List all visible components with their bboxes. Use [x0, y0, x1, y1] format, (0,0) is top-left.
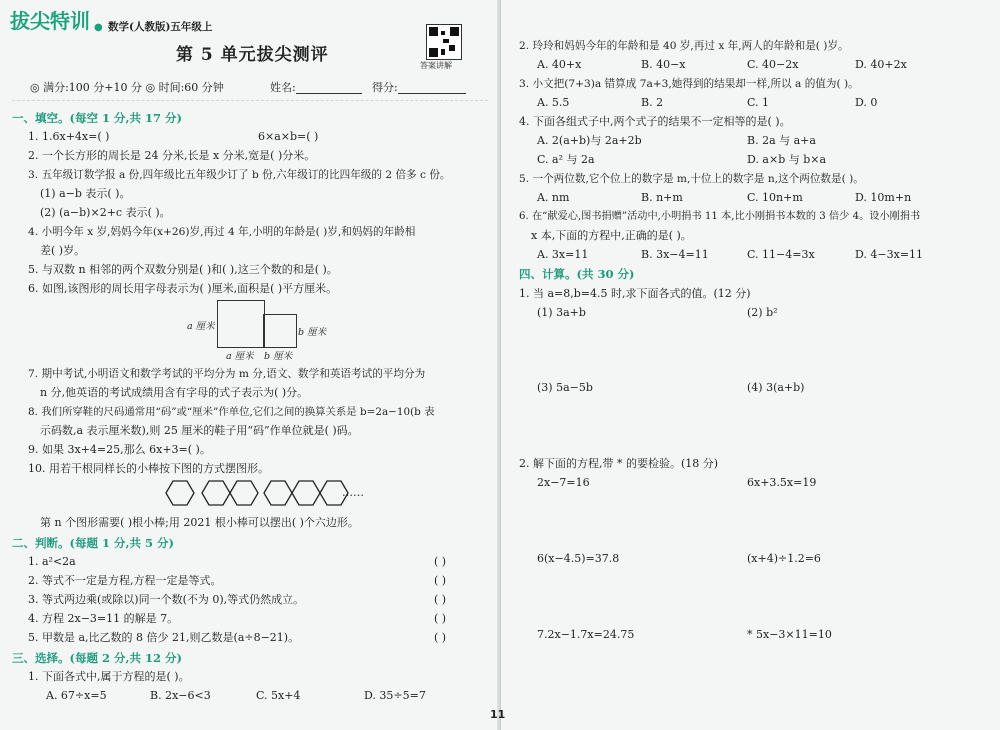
- calc-1-part-2: (2) b²: [747, 306, 778, 319]
- calc-1-part-1: (1) 3a+b: [537, 306, 586, 319]
- judge-2: 2. 等式不一定是方程,方程一定是等式。: [28, 574, 222, 587]
- section-calculation: 四、计算。(共 30 分): [519, 267, 635, 281]
- equation-1: 2x−7=16: [537, 476, 590, 489]
- choice-3-option-c: C. 1: [747, 96, 770, 109]
- equation-3: 6(x−4.5)=37.8: [537, 552, 620, 565]
- choice-3: 3. 小文把(7+3)a 错算成 7a+3,她得到的结果却一样,所以 a 的值为( )。: [519, 78, 859, 90]
- choice-2-option-c: C. 40−2x: [747, 58, 799, 71]
- choice-2: 2. 玲玲和妈妈今年的年龄和是 40 岁,再过 x 年,两人的年龄和是( )岁。: [519, 40, 849, 52]
- judge-answer-2[interactable]: ( ): [434, 574, 447, 587]
- choice-3-option-d: D. 0: [855, 96, 878, 109]
- page-title: 第 5 单元拔尖测评: [176, 45, 329, 65]
- choice-3-option-b: B. 2: [641, 96, 664, 109]
- brand-logo: 拔尖特训: [10, 9, 90, 33]
- choice-1-option-a: A. 67÷x=5: [46, 689, 107, 702]
- name-field[interactable]: [296, 79, 362, 94]
- subject-label: 数学(人教版)五年级上: [108, 21, 213, 33]
- choice-4-option-c: C. a² 与 2a: [537, 153, 595, 166]
- equation-2: 6x+3.5x=19: [747, 476, 817, 489]
- judge-answer-1[interactable]: ( ): [434, 555, 447, 568]
- choice-6-option-a: A. 3x=11: [537, 248, 589, 261]
- choice-6: 6. 在“献爱心,图书捐赠”活动中,小明捐书 11 本,比小刚捐书本数的 3 倍少 4。设小刚捐书: [519, 211, 921, 222]
- question-8: 8. 我们所穿鞋的尺码通常用“码”或“厘米”作单位,它们之间的换算关系是 b=2a−10(b 表: [28, 406, 435, 418]
- question-4b: 差( )岁。: [40, 244, 86, 257]
- choice-2-option-b: B. 40−x: [641, 58, 686, 71]
- question-4: 4. 小明今年 x 岁,妈妈今年(x+26)岁,再过 4 年,小明的年龄是( )岁,和妈妈的年龄相: [28, 226, 416, 238]
- question-2: 2. 一个长方形的周长是 24 分米,长是 x 分米,宽是( )分米。: [28, 149, 316, 162]
- calc-2: 2. 解下面的方程,带 * 的要检验。(18 分): [519, 457, 719, 470]
- score-label: 得分:: [372, 81, 398, 94]
- choice-5: 5. 一个两位数,它个位上的数字是 m,十位上的数字是 n,这个两位数是( )。: [519, 173, 864, 185]
- right-page: [500, 0, 1000, 730]
- qr-code-icon: [426, 24, 462, 60]
- calc-1-part-4: (4) 3(a+b): [747, 381, 805, 394]
- section-fill-blank: 一、填空。(每空 1 分,共 17 分): [12, 111, 182, 125]
- page-number: 11: [490, 708, 506, 721]
- question-3a: (1) a−b 表示( )。: [40, 187, 131, 200]
- exam-meta: ◎ 满分:100 分+10 分 ◎ 时间:60 分钟: [30, 81, 224, 94]
- judge-3: 3. 等式两边乘(或除以)同一个数(不为 0),等式仍然成立。: [28, 593, 305, 606]
- judge-answer-3[interactable]: ( ): [434, 593, 447, 606]
- equation-6: * 5x−3×11=10: [747, 628, 832, 641]
- choice-5-option-d: D. 10m+n: [855, 191, 912, 204]
- equation-4: (x+4)÷1.2=6: [747, 552, 821, 565]
- calc-1-part-3: (3) 5a−5b: [537, 381, 593, 394]
- score-field[interactable]: [398, 79, 466, 94]
- choice-2-option-d: D. 40+2x: [855, 58, 907, 71]
- section-true-false: 二、判断。(每题 1 分,共 5 分): [12, 536, 174, 550]
- judge-5: 5. 甲数是 a,比乙数的 8 倍少 21,则乙数是(a÷8−21)。: [28, 631, 300, 644]
- choice-6-option-d: D. 4−3x=11: [855, 248, 924, 261]
- question-10b: 第 n 个图形需要( )根小棒;用 2021 根小棒可以摆出( )个六边形。: [40, 516, 359, 529]
- question-7b: n 分,他英语的考试成绩用含有字母的式子表示为( )分。: [40, 386, 309, 399]
- choice-6-option-b: B. 3x−4=11: [641, 248, 709, 261]
- choice-1-option-c: C. 5x+4: [256, 689, 301, 702]
- choice-1: 1. 下面各式中,属于方程的是( )。: [28, 670, 190, 683]
- divider: [12, 100, 488, 101]
- question-1: 1. 1.6x+4x=( ): [28, 130, 110, 143]
- choice-4-option-b: B. 2a 与 a+a: [747, 134, 816, 147]
- choice-1-option-d: D. 35÷5=7: [364, 689, 426, 702]
- question-8b: 示码数,a 表示厘米数),则 25 厘米的鞋子用“码”作单位就是( )码。: [40, 424, 359, 437]
- choice-3-option-a: A. 5.5: [537, 96, 570, 109]
- question-3: 3. 五年级订数学报 a 份,四年级比五年级少订了 b 份,六年级订的比四年级的 2 倍多 c 份。: [28, 169, 451, 181]
- fig-label-b-bottom: b 厘米: [264, 351, 293, 362]
- question-5: 5. 与双数 n 相邻的两个双数分别是( )和( ),这三个数的和是( )。: [28, 263, 338, 276]
- fig-label-a-bottom: a 厘米: [226, 351, 254, 362]
- fig-label-b-side: b 厘米: [298, 327, 327, 338]
- judge-answer-5[interactable]: ( ): [434, 631, 447, 644]
- choice-6b: x 本,下面的方程中,正确的是( )。: [531, 229, 692, 242]
- choice-5-option-b: B. n+m: [641, 191, 683, 204]
- question-9: 9. 如果 3x+4=25,那么 6x+3=( )。: [28, 443, 211, 456]
- section-choice: 三、选择。(每题 2 分,共 12 分): [12, 651, 182, 665]
- question-7: 7. 期中考试,小明语文和数学考试的平均分为 m 分,语文、数学和英语考试的平均分为: [28, 368, 426, 380]
- question-10: 10. 用若干根同样长的小棒按下图的方式摆图形。: [28, 462, 269, 475]
- judge-answer-4[interactable]: ( ): [434, 612, 447, 625]
- choice-5-option-a: A. nm: [537, 191, 570, 204]
- judge-1: 1. a²<2a: [28, 555, 76, 568]
- choice-4: 4. 下面各组式子中,两个式子的结果不一定相等的是( )。: [519, 115, 791, 128]
- hexagon-ellipsis: ……: [342, 486, 364, 499]
- choice-1-option-b: B. 2x−6<3: [150, 689, 211, 702]
- bullet-dot-icon: ●: [94, 22, 103, 33]
- choice-5-option-c: C. 10n+m: [747, 191, 803, 204]
- choice-6-option-c: C. 11−4=3x: [747, 248, 815, 261]
- judge-4: 4. 方程 2x−3=11 的解是 7。: [28, 612, 179, 625]
- question-1b: 6×a×b=( ): [258, 130, 319, 143]
- fig-label-a-side: a 厘米: [187, 321, 215, 332]
- choice-4-option-a: A. 2(a+b)与 2a+2b: [537, 134, 642, 147]
- name-label: 姓名:: [270, 81, 296, 94]
- question-3b: (2) (a−b)×2+c 表示( )。: [40, 206, 171, 219]
- question-6: 6. 如图,该图形的周长用字母表示为( )厘米,面积是( )平方厘米。: [28, 282, 338, 295]
- calc-1: 1. 当 a=8,b=4.5 时,求下面各式的值。(12 分): [519, 287, 751, 300]
- equation-5: 7.2x−1.7x=24.75: [537, 628, 635, 641]
- choice-2-option-a: A. 40+x: [537, 58, 582, 71]
- choice-4-option-d: D. a×b 与 b×a: [747, 153, 827, 166]
- qr-label: 答案讲解: [420, 61, 452, 70]
